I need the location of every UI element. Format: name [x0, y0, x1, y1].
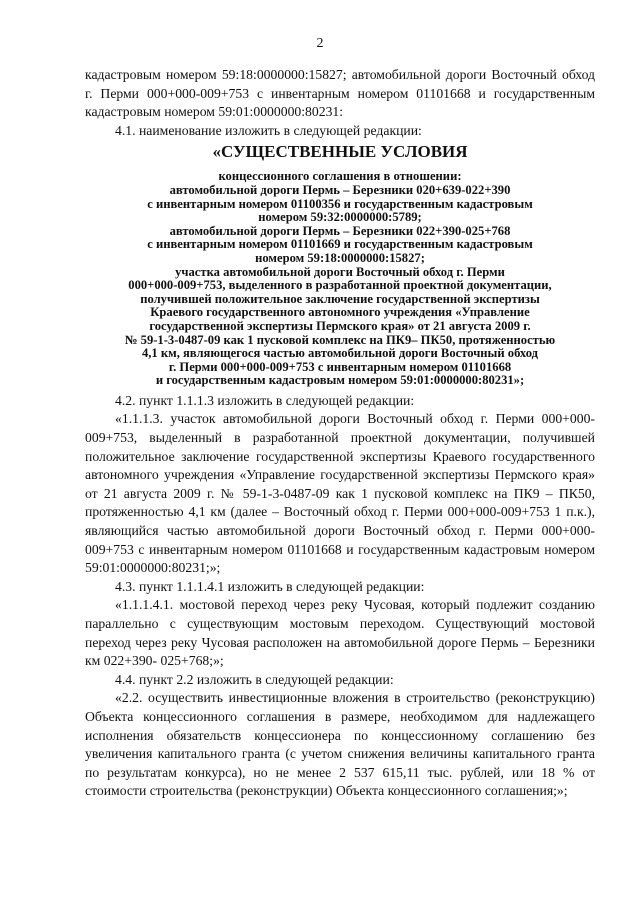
document-body: [85, 66, 595, 801]
bold-line: с инвентарным номером 01101669 и государственным кадастровым: [147, 237, 533, 252]
bold-line: 4,1 км, являющегося частью автомобильной дороги Восточный обход: [141, 346, 539, 361]
item-4-1: 4.1. наименование изложить в следующей редакции:: [115, 122, 422, 138]
bold-line: г. Перми 000+000-009+753 с инвентарным номером 01101668: [168, 359, 512, 374]
bold-line: с инвентарным номером 01100356 и государственным кадастровым: [147, 196, 533, 211]
item-4-2: 4.2. пункт 1.1.1.3 изложить в следующей редакции:: [115, 392, 415, 408]
essential-conditions-block: [85, 170, 595, 388]
bold-line: Краевого государственного автономного учреждения «Управление: [150, 305, 530, 320]
bold-line: участка автомобильной дороги Восточный обход г. Перми: [175, 264, 505, 279]
bold-line: автомобильной дороги Пермь – Березники 022+390-025+768: [169, 223, 511, 238]
item-4-3: 4.3. пункт 1.1.1.4.1 изложить в следующей редакции:: [115, 578, 425, 594]
bold-line: номером 59:18:0000000:15827;: [255, 250, 425, 265]
bold-line: 000+000-009+753, выделенного в разработанной проектной документации,: [128, 278, 552, 293]
bold-line: номером 59:32:0000000:5789;: [258, 210, 422, 225]
bold-line: № 59-1-3-0487-09 как 1 пусковой комплекс на ПК9– ПК50, протяженностью: [124, 332, 556, 347]
bold-line: государственной экспертизы Пермского края» от 21 августа 2009 г.: [149, 318, 531, 333]
page-number: 2: [316, 36, 324, 51]
item-4-3-text: «1.1.1.4.1. мостовой переход через реку Чусовая, который подлежит созданию параллельно с существующим мостовым переходом. Существующий мостовой переход через реку Чусовая расположен на автомобильной дороге Пермь – Березники км 022+390- 025+768;»;: [85, 597, 595, 669]
bold-line: и государственным кадастровым номером 59:01:0000000:80231»;: [155, 373, 525, 388]
section-heading: «СУЩЕСТВЕННЫЕ УСЛОВИЯ: [212, 142, 468, 162]
item-4-4-text: «2.2. осуществить инвестиционные вложения в строительство (реконструкцию) Объекта концессионного соглашения в размере, необходимом для надлежащего исполнения обязательств концессионера по концессионному соглашению без увеличения капитального гранта (с учетом снижения величины капитального гранта по результатам конкурса), но не менее 2 537 615,11 тыс. рублей, или 18 % от стоимости строительства (реконструкции) Объекта концессионного соглашения;»;: [85, 690, 595, 799]
item-4-2-text: «1.1.1.3. участок автомобильной дороги Восточный обход г. Перми 000+000-009+753, выделенный в разработанной проектной документации, получившей положительное заключение государственной экспертизы Краевого государственного автономного учреждения «Управление государственной экспертизы Пермского края» от 21 августа 2009 г. № 59-1-3-0487-09 как 1 пусковой комплекс на ПК9 – ПК50, протяженностью 4,1 км (далее – Восточный обход г. Перми 000+000-009+753 1 п.к.), являющийся частью автомобильной дороги Восточный обход г. Перми 000+000-009+753 с инвентарным номером 01101668 и государственным кадастровым номером 59:01:0000000:80231;»;: [85, 411, 595, 576]
bold-line: автомобильной дороги Пермь – Березники 020+639-022+390: [169, 182, 511, 197]
top-paragraph: кадастровым номером 59:18:0000000:15827; автомобильной дороги Восточный обход г. Перми 000+000-009+753 с инвентарным номером 01101668 и государственным кадастровым номером 59:01:0000000:80231:: [85, 67, 595, 120]
item-4-4: 4.4. пункт 2.2 изложить в следующей редакции:: [115, 671, 394, 687]
bold-line: получившей положительное заключение государственной экспертизы: [140, 291, 540, 306]
bold-line: концессионного соглашения в отношении:: [218, 169, 462, 184]
